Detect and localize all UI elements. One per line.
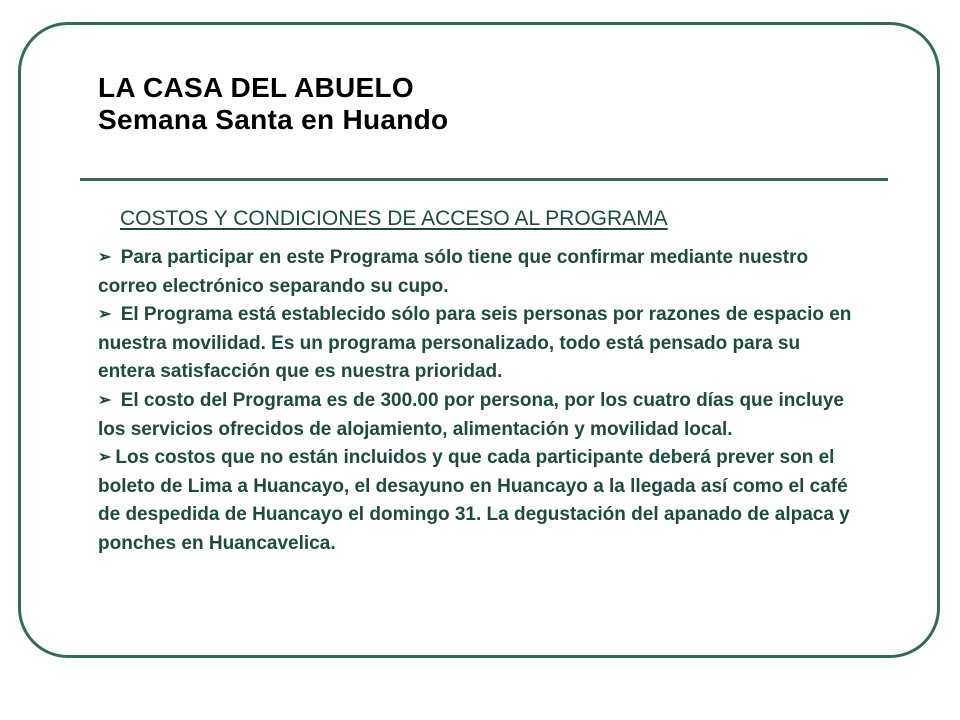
title-line-2: Semana Santa en Huando bbox=[98, 104, 449, 135]
arrowhead-bullet-icon: ➢ bbox=[98, 391, 112, 409]
page-title bbox=[98, 72, 448, 136]
list-item-text: Para participar en este Programa sólo tiene que confirmar mediante nuestro correo electrónico separando su cupo. bbox=[98, 247, 809, 297]
list-item-text: El costo del Programa es de 300.00 por persona, por los cuatro días que incluye los servicios ofrecidos de alojamiento, alimentación y movilidad local. bbox=[98, 389, 844, 440]
divider bbox=[80, 178, 888, 181]
list-item bbox=[98, 244, 858, 301]
list-item bbox=[98, 301, 858, 387]
title-line-1: LA CASA DEL ABUELO bbox=[98, 72, 414, 103]
bullet-list bbox=[98, 244, 858, 559]
section-heading: COSTOS Y CONDICIONES DE ACCESO AL PROGRAMA bbox=[120, 207, 668, 230]
list-item bbox=[98, 387, 858, 444]
arrowhead-bullet-icon: ➢ bbox=[98, 249, 112, 266]
arrowhead-bullet-icon: ➢ bbox=[98, 306, 112, 324]
arrowhead-bullet-icon: ➢ bbox=[98, 449, 112, 467]
list-item-text: Los costos que no están incluidos y que cada participante deberá prever son el boleto de Lima a Huancayo, el desayuno en Huancayo a la llegada así como el café de despedida de Huancayo el domingo 31. La degustación del apanado de alpaca y ponches en Huancavelica. bbox=[98, 447, 850, 554]
list-item bbox=[98, 444, 858, 558]
list-item-text: El Programa está establecido sólo para seis personas por razones de espacio en nuestra movilidad. Es un programa personalizado, todo está pensado para su entera satisfacción que es nuestra prioridad. bbox=[98, 304, 852, 383]
